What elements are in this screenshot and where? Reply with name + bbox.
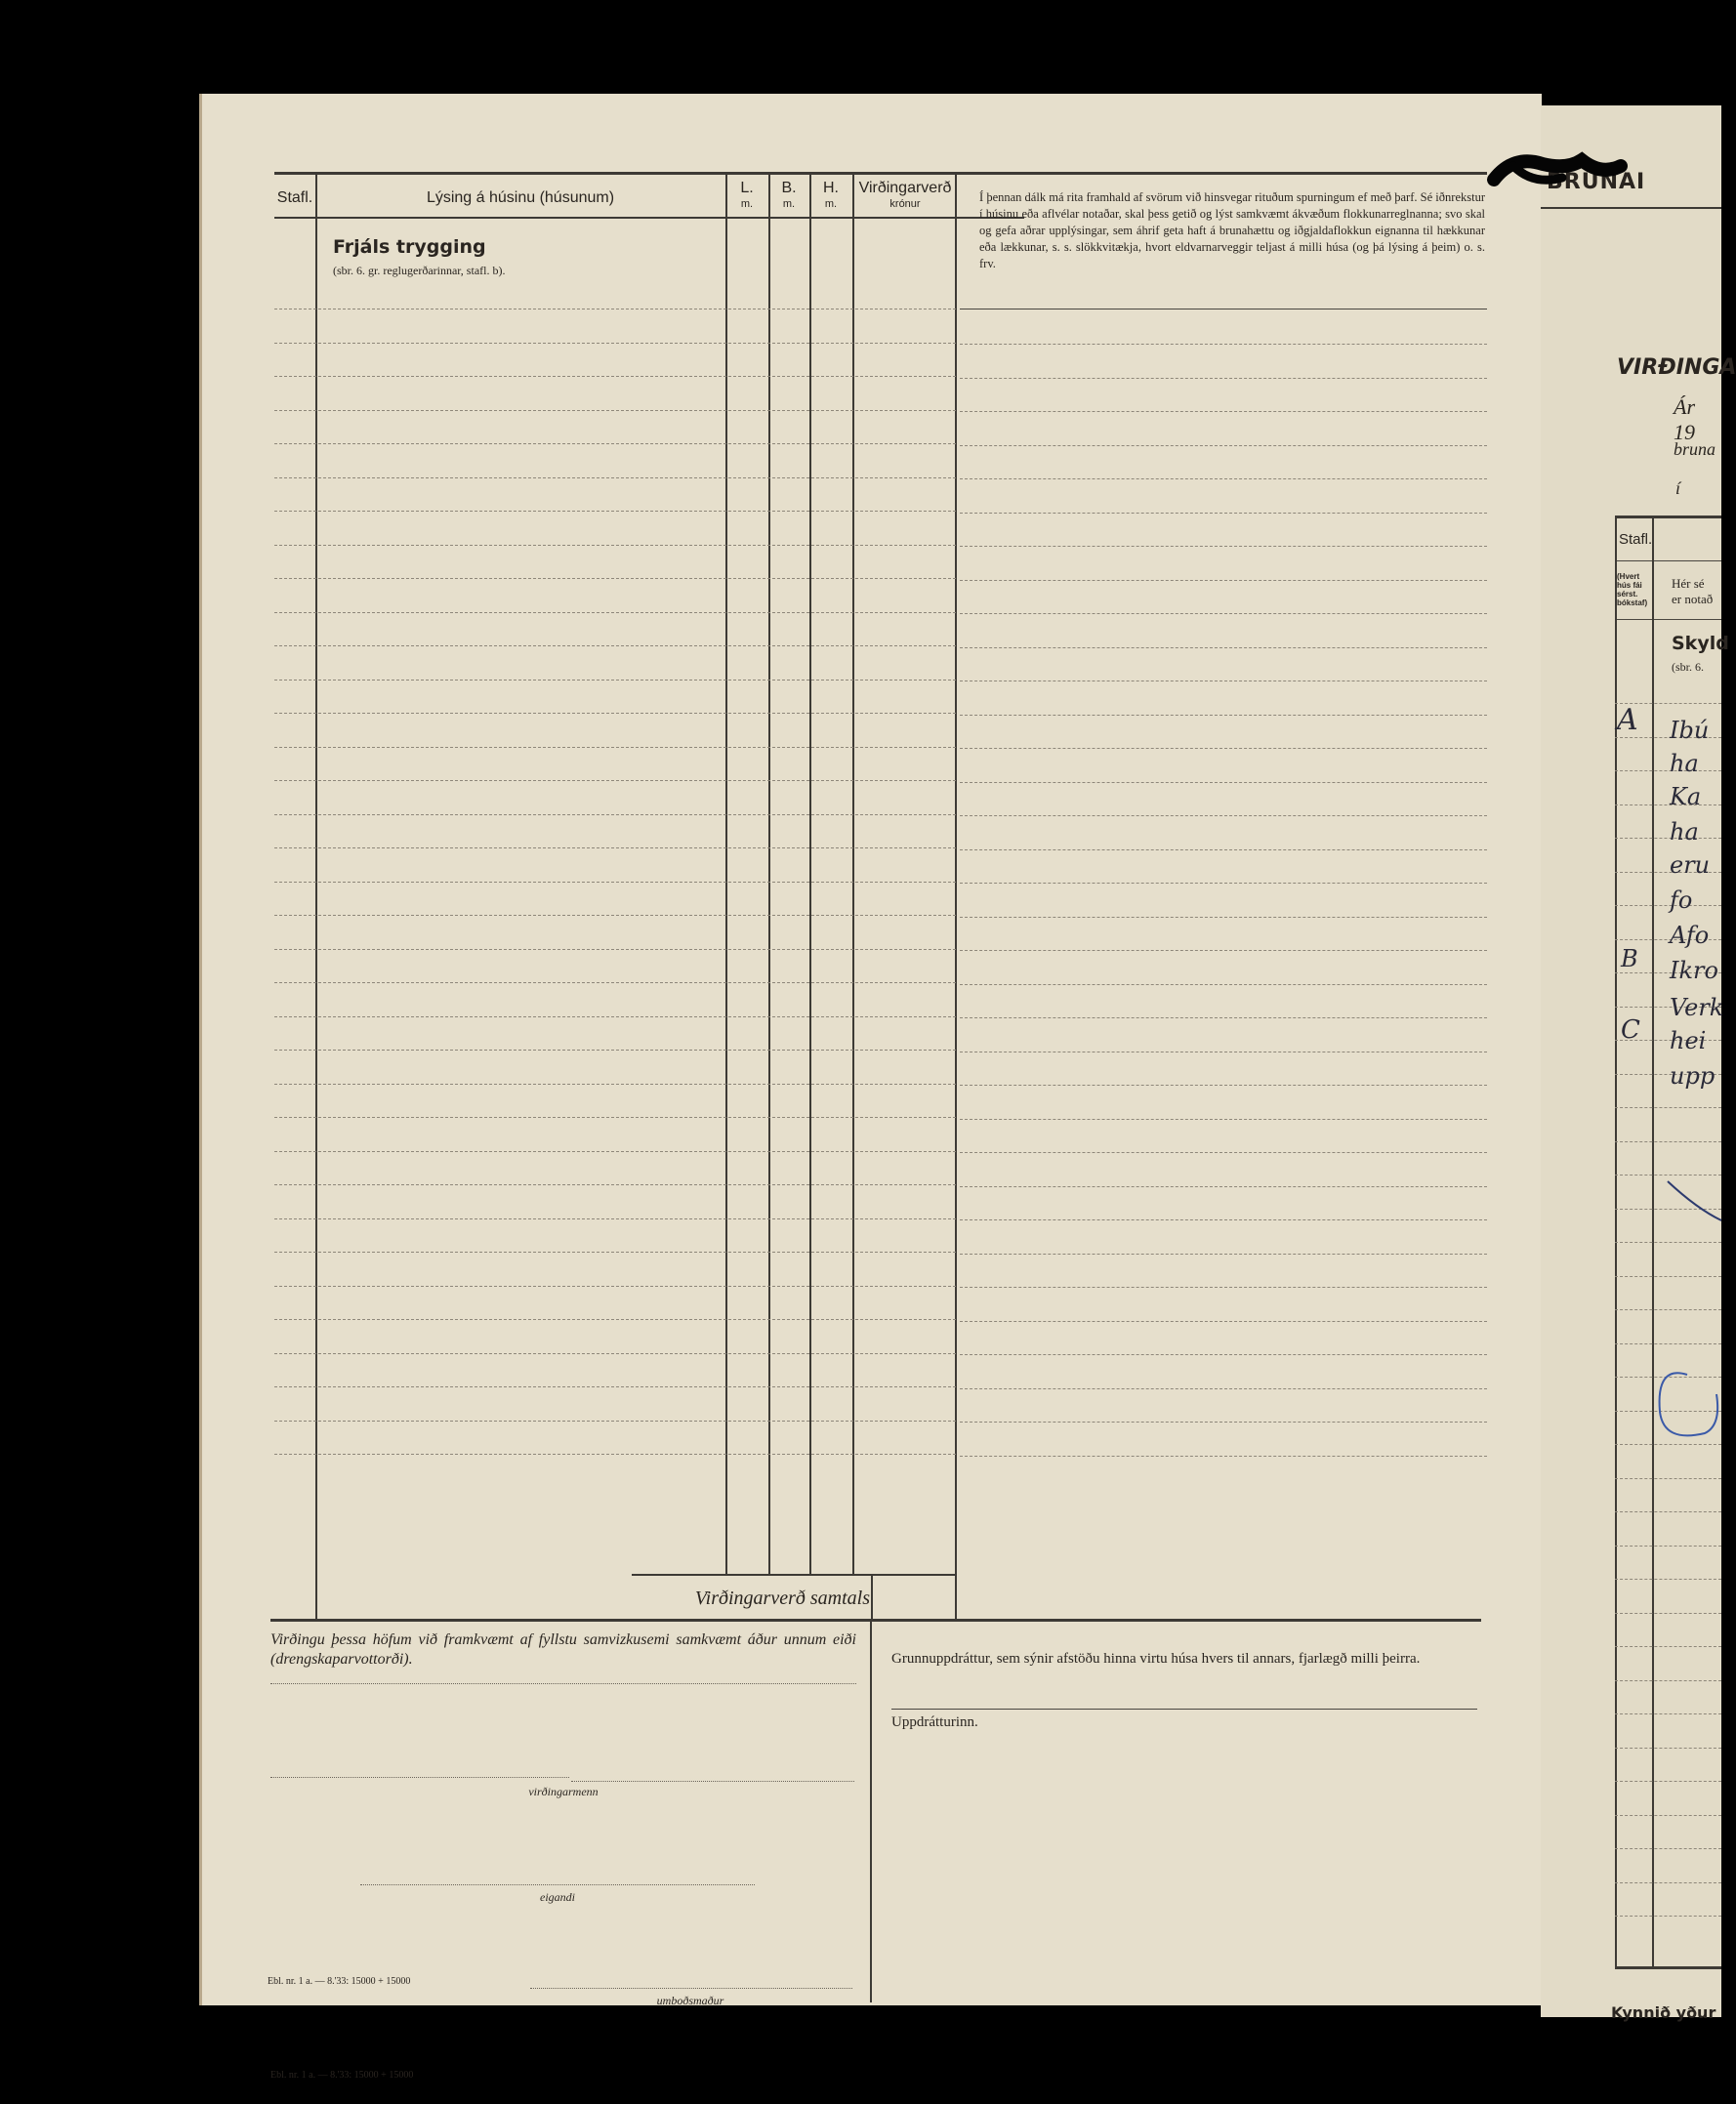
table-row-line — [274, 1386, 956, 1387]
right-row-line — [1615, 1781, 1721, 1782]
table-row-line — [274, 1454, 956, 1455]
table-row-line — [274, 477, 956, 478]
declaration-text: Virðingu þessa höfum við framkvæmt af fyllstu samvizkusemi samkvæmt áður unnum eiði (drengskaparvottorði). — [270, 1631, 856, 1668]
right-row-line — [1615, 1141, 1721, 1142]
form-page-right — [1541, 105, 1736, 2022]
right-rule — [1615, 619, 1721, 620]
right-row-line — [1615, 1613, 1721, 1614]
total-bottom-rule — [270, 1619, 1481, 1622]
table-row-line — [274, 511, 956, 512]
right-row-line — [1615, 905, 1721, 906]
note-row-line — [960, 715, 1487, 716]
signature-label-virdingarmenn: virðingarmenn — [528, 1785, 599, 1798]
right-row-line — [1615, 1546, 1721, 1547]
total-divider — [871, 1574, 873, 1619]
table-row-line — [274, 578, 956, 579]
table-row-line — [274, 847, 956, 848]
signature-line-virdingarmenn-2[interactable] — [571, 1781, 854, 1782]
signature-label-umbodsmadur: umboðsmaður — [656, 1994, 724, 2007]
table-row-line — [274, 814, 956, 815]
note-row-line — [960, 883, 1487, 884]
table-row-line — [274, 545, 956, 546]
col-header-h: H. m. — [823, 180, 839, 210]
note-row-line — [960, 1219, 1487, 1220]
note-row-line — [960, 1085, 1487, 1086]
note-row-line — [960, 580, 1487, 581]
handwriting-line: Verk — [1670, 994, 1724, 1021]
note-row-line — [960, 1422, 1487, 1423]
note-row-line — [960, 1254, 1487, 1255]
right-row-line — [1615, 1916, 1721, 1917]
table-row-line — [274, 443, 956, 444]
plan-text: Grunnuppdráttur, sem sýnir afstöðu hinna virtu húsa hvers til annars, fjarlægð milli þeirra. — [891, 1651, 1421, 1667]
note-row-line — [960, 782, 1487, 783]
table-row-line — [274, 1218, 956, 1219]
table-row-line — [274, 1252, 956, 1253]
right-row-line — [1615, 1748, 1721, 1749]
handwriting-line: Ibú — [1670, 717, 1710, 744]
table-row-line — [274, 376, 956, 377]
col-header-lysing: Lýsing á húsinu (húsunum) — [426, 189, 615, 206]
table-row-line — [274, 949, 956, 950]
handwriting-line: fo — [1670, 887, 1693, 914]
table-row-line — [274, 1421, 956, 1422]
table-row-line — [274, 1151, 956, 1152]
right-row-line — [1615, 1848, 1721, 1849]
note-row-line — [960, 513, 1487, 514]
handwriting-line: Afo — [1670, 922, 1710, 949]
note-row-line — [960, 849, 1487, 850]
handwriting-line: ha — [1670, 750, 1699, 777]
col-divider — [315, 174, 317, 1619]
print-footer: Ebl. nr. 1 a. — 8.'33: 15000 + 15000 — [270, 2070, 414, 2081]
table-row-line — [274, 882, 956, 883]
section-title: Frjáls trygging — [333, 236, 486, 258]
handwriting-line: hei — [1670, 1027, 1707, 1054]
table-row-line — [274, 1286, 956, 1287]
note-row-line — [960, 1354, 1487, 1355]
right-virdinga: VIRÐINGA — [1617, 355, 1736, 380]
note-row-line — [960, 344, 1487, 345]
right-row-line — [1615, 1511, 1721, 1512]
note-row-line — [960, 950, 1487, 951]
table-row-line — [274, 410, 956, 411]
note-row-line — [960, 1152, 1487, 1153]
col-header-stafl: Stafl. — [276, 189, 313, 206]
note-row-line — [960, 1456, 1487, 1457]
plan-rule — [891, 1709, 1477, 1710]
col-divider — [955, 174, 957, 1619]
signature-line-eigandi[interactable] — [360, 1884, 755, 1885]
note-row-line — [960, 411, 1487, 412]
note-row-line — [960, 815, 1487, 816]
note-row-line — [960, 917, 1487, 918]
table-row-line — [274, 343, 956, 344]
table-row-line — [274, 645, 956, 646]
note-row-line — [960, 1186, 1487, 1187]
col-header-b: B. m. — [781, 180, 797, 210]
total-rule — [632, 1574, 956, 1576]
right-skyld: Skyld — [1672, 633, 1729, 654]
right-er-notad: er notað — [1672, 592, 1714, 606]
right-title: BRUNAI — [1547, 170, 1646, 194]
note-row-line — [960, 1287, 1487, 1288]
signature-line-virdingarmenn-1[interactable] — [270, 1777, 569, 1778]
table-row-line — [274, 1319, 956, 1320]
right-row-line — [1615, 1478, 1721, 1479]
table-row-line — [274, 780, 956, 781]
right-bottom-text: Kynnið yður — [1611, 2003, 1716, 2022]
table-row-line — [274, 1084, 956, 1085]
header-top-rule — [274, 172, 1487, 175]
binding-thread — [1474, 137, 1631, 215]
right-row-line — [1615, 804, 1721, 805]
right-header-rule — [1615, 516, 1721, 518]
right-row-line — [1615, 1815, 1721, 1816]
col-header-l: L. m. — [740, 180, 754, 210]
right-stafl: Stafl. — [1619, 531, 1653, 548]
table-row-line — [274, 747, 956, 748]
instructions-note: Í þennan dálk má rita framhald af svörum við hinsvegar rituðum spurningum ef með þarf. Sé iðnrekstur í húsinu eða aflvélar notaðar, skal þess getið og lýst samkvæmt ákvæðum flokkunarreglnanna; svo skal og gefa aðrar upplýsingar, sem áhrif geta haft á brunahættu og iðgjaldaflokkun eignanna til hækkunar eða lækkunar, s. s. slökkvitækja, hvort eldvarnarveggir teljast á milli húsa (og þá lýsing á þeim) o. s. frv. — [979, 190, 1485, 270]
note-row-line — [960, 378, 1487, 379]
right-hvert: (Hvert hús fái sérst. bókstaf) — [1617, 572, 1648, 607]
table-row-line — [274, 1016, 956, 1017]
plan-label: Uppdrátturinn. — [891, 1714, 978, 1730]
print-footer: Ebl. nr. 1 a. — 8.'33: 15000 + 15000 — [268, 1976, 411, 1987]
signature-line-umbodsmadur[interactable] — [530, 1988, 852, 1989]
note-row-line — [960, 647, 1487, 648]
right-row-line — [1615, 1680, 1721, 1681]
note-row-line — [960, 445, 1487, 446]
note-row-line — [960, 1388, 1487, 1389]
handwriting-line: upp — [1670, 1062, 1715, 1090]
handwriting-line: ha — [1670, 818, 1699, 846]
right-rule — [1615, 560, 1721, 561]
handwriting-line: eru — [1670, 851, 1711, 879]
signature-label-eigandi: eigandi — [540, 1890, 575, 1904]
total-label: Virðingarverð samtals — [694, 1588, 870, 1609]
handwriting-line: Ka — [1670, 783, 1702, 810]
right-bruna: bruna — [1674, 439, 1716, 459]
hand-letter-b: B — [1621, 945, 1638, 972]
table-row-line — [274, 982, 956, 983]
col-divider — [768, 174, 770, 1574]
table-row-line — [274, 612, 956, 613]
right-i: í — [1675, 478, 1681, 498]
note-row-line — [960, 546, 1487, 547]
right-bottom-rule — [1615, 1966, 1721, 1969]
right-her-se: Hér sé — [1672, 576, 1705, 591]
note-row-line — [960, 1119, 1487, 1120]
right-row-line — [1615, 770, 1721, 771]
table-row-line — [274, 1050, 956, 1051]
col-divider — [852, 174, 854, 1574]
note-row-line — [960, 478, 1487, 479]
col-header-virdingarverd: Virðingarverð krónur — [858, 180, 952, 210]
right-row-line — [1615, 1713, 1721, 1714]
table-row-line — [274, 1117, 956, 1118]
right-row-line — [1615, 1579, 1721, 1580]
note-row-line — [960, 1017, 1487, 1018]
note-row-line — [960, 1321, 1487, 1322]
table-row-line — [274, 713, 956, 714]
note-row-line — [960, 613, 1487, 614]
header-bottom-rule — [274, 217, 1024, 219]
signature-line-top — [270, 1683, 856, 1684]
plan-divider — [870, 1622, 872, 2002]
right-ar: Ár 19 — [1674, 394, 1695, 444]
table-row-line — [274, 680, 956, 681]
right-row-line — [1615, 838, 1721, 839]
col-divider — [809, 174, 811, 1574]
section-subtitle: (sbr. 6. gr. reglugerðarinnar, stafl. b). — [333, 264, 506, 277]
table-row-line — [274, 915, 956, 916]
note-row-line — [960, 984, 1487, 985]
right-row-line — [1615, 1882, 1721, 1883]
table-row-line — [274, 1184, 956, 1185]
right-sbr: (sbr. 6. — [1672, 660, 1704, 674]
col-divider — [725, 174, 727, 1574]
handwriting-line: Ikro — [1670, 957, 1718, 984]
table-row-line — [274, 1353, 956, 1354]
hand-letter-c: C — [1621, 1015, 1640, 1045]
right-row-line — [1615, 1646, 1721, 1647]
pen-marks — [1541, 1170, 1721, 1463]
right-row-line — [1615, 1107, 1721, 1108]
form-page-left — [199, 94, 1542, 2081]
note-row-line — [960, 748, 1487, 749]
hand-letter-a: A — [1617, 703, 1638, 737]
